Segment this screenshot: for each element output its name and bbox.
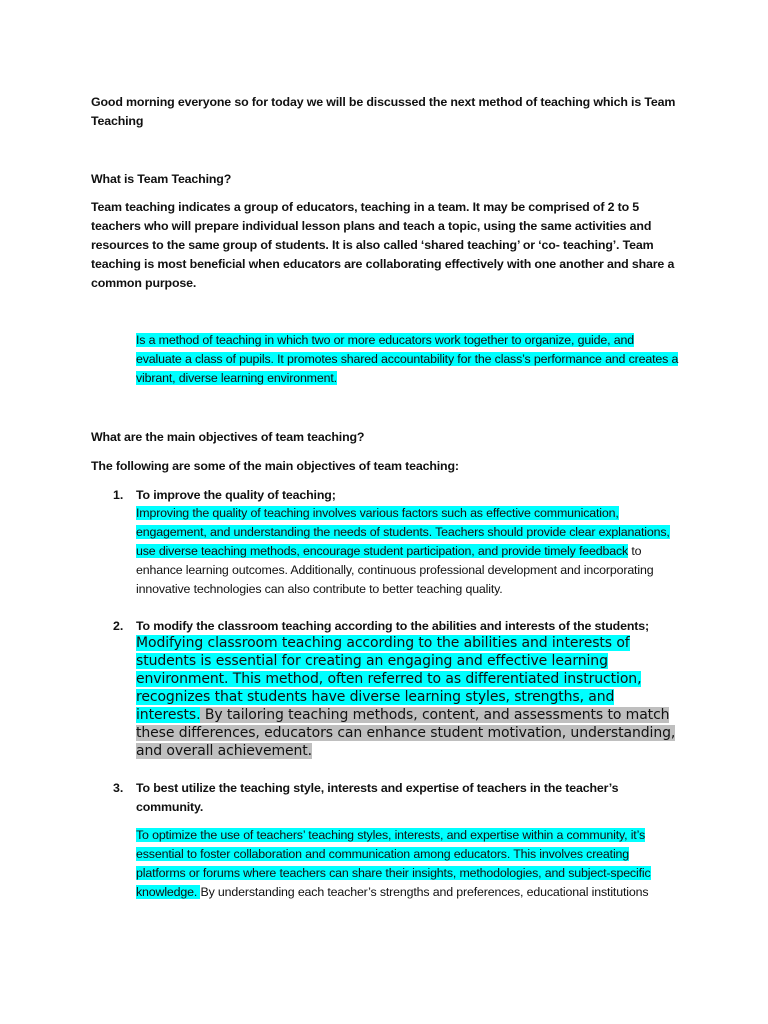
objective-rest-3: By understanding each teacher’s strengths and preferences, educational institutions: [200, 885, 649, 899]
objective-highlight-2: Modifying classroom teaching according to the abilities and interests of students is essential for creating an engaging and effective learning environment. This method, often referred to as differentiated instruction, recognizes that students have diverse learning styles, strengths, and interests.: [136, 635, 642, 723]
objective-number-3: 3.: [113, 781, 124, 795]
intro-paragraph: Good morning everyone so for today we will be discussed the next method of teaching which is Team Teaching: [91, 95, 676, 128]
objective-body-1: [136, 504, 681, 599]
highlighted-definition-block: [136, 331, 681, 388]
objective-title-1: To improve the quality of teaching;: [136, 488, 336, 502]
objective-body-2: [136, 634, 681, 760]
objective-title-3: To best utilize the teaching style, interests and expertise of teachers in the teacher’s community.: [136, 781, 619, 814]
objective-gray-2: By tailoring teaching methods, content, and assessments to match these differences, educators can enhance student motivation, understanding, and overall achievement.: [136, 707, 676, 759]
objective-highlight-3: To optimize the use of teachers’ teaching styles, interests, and expertise within a community, it’s essential to foster collaboration and communication among educators. This involves creating platforms or forums where teachers can share their insights, methodologies, and subject-specific knowledge.: [136, 828, 651, 899]
objective-number-1: 1.: [113, 488, 124, 502]
objective-highlight-1: Improving the quality of teaching involves various factors such as effective communication, engagement, and understanding the needs of students. Teachers should provide clear explanations, use diverse teaching methods, encourage student participation, and provide timely feedback: [136, 506, 670, 558]
objective-rest-1: to enhance learning outcomes. Additionally, continuous professional development and incorporating innovative technologies can also contribute to better teaching quality.: [136, 544, 654, 596]
heading-what-is-team-teaching: What is Team Teaching?: [91, 172, 232, 186]
objective-number-2: 2.: [113, 619, 124, 633]
heading-main-objectives: What are the main objectives of team teaching?: [91, 430, 365, 444]
objective-body-3: [136, 826, 681, 902]
objective-title-2: To modify the classroom teaching according to the abilities and interests of the students;: [136, 619, 649, 633]
definition-paragraph: Team teaching indicates a group of educators, teaching in a team. It may be comprised of 2 to 5 teachers who will prepare individual lesson plans and teach a topic, using the same activities and resources to the same group of students. It is also called ‘shared teaching’ or ‘co- teaching’. Team teaching is most beneficial when educators are collaborating effectively with one another and share a common purpose.: [91, 200, 675, 290]
heading-following-objectives: The following are some of the main objectives of team teaching:: [91, 459, 459, 473]
highlighted-definition-text: Is a method of teaching in which two or more educators work together to organize, guide, and evaluate a class of pupils. It promotes shared accountability for the class’s performance and creates a vibrant, diverse learning environment.: [136, 333, 679, 385]
